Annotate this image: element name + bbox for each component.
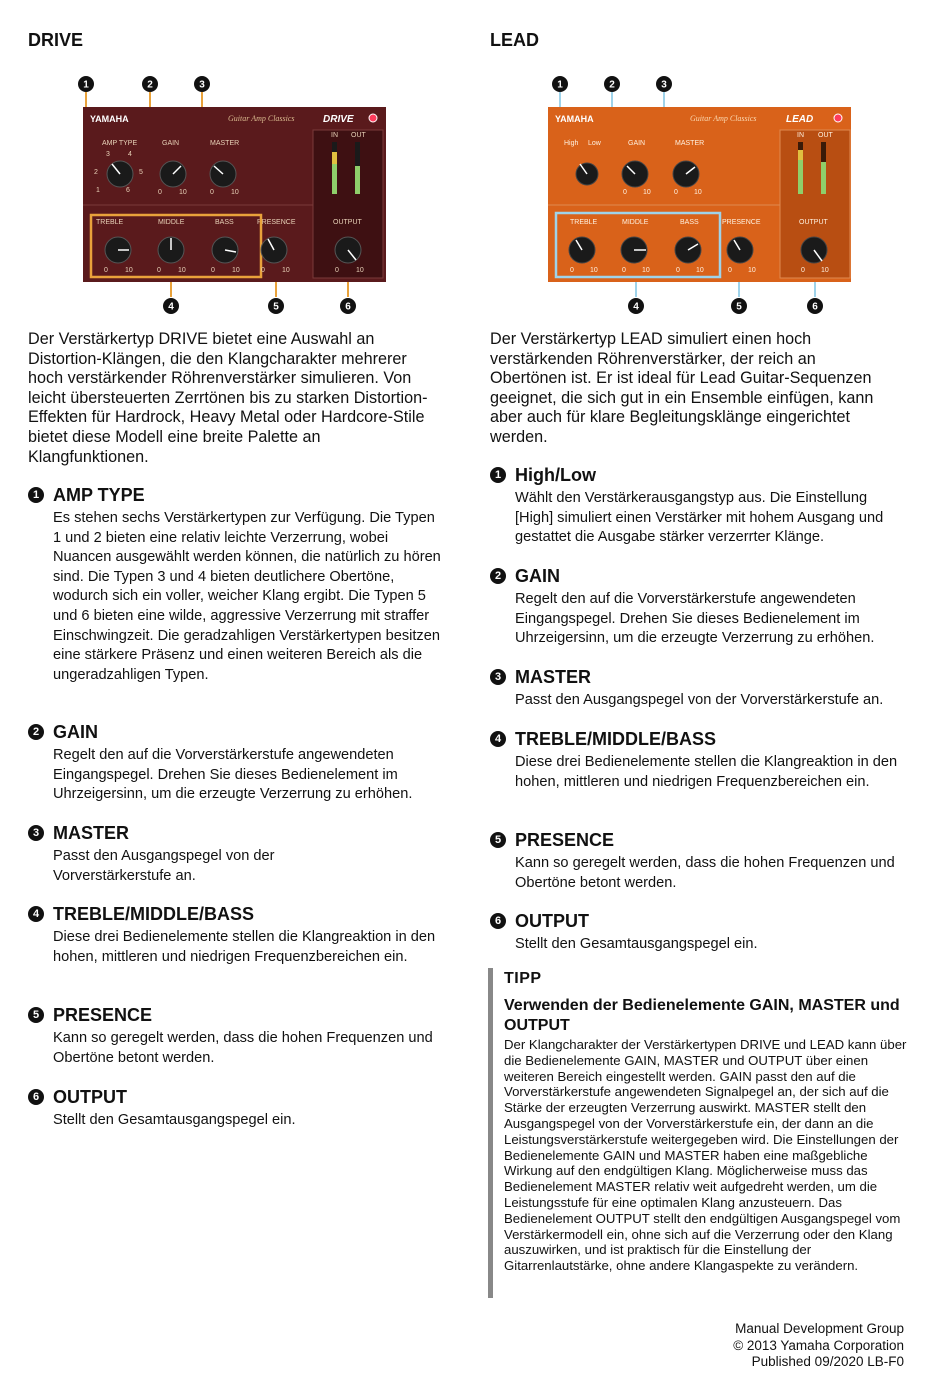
svg-text:3: 3: [661, 79, 667, 91]
item-title: OUTPUT: [53, 1086, 127, 1107]
item-description: Wählt den Verstärkerausgangstyp aus. Die Einstellung [High] simuliert einen Verstärker mit hohem Ausgang und gestattet die Ausgabe stärker verzerrter Klänge.: [515, 490, 884, 546]
svg-text:4: 4: [128, 151, 132, 158]
svg-text:10: 10: [356, 267, 364, 274]
number-1-icon: 1: [28, 487, 44, 503]
footer: [733, 1321, 904, 1371]
svg-text:2: 2: [94, 169, 98, 176]
item-title: GAIN: [515, 565, 560, 586]
number-2-icon: 2: [28, 724, 44, 740]
svg-text:10: 10: [178, 267, 186, 274]
drive-panel-figure: [28, 72, 393, 322]
svg-text:0: 0: [157, 267, 161, 274]
svg-text:10: 10: [821, 267, 829, 274]
svg-text:GAIN: GAIN: [162, 140, 180, 147]
svg-text:10: 10: [125, 267, 133, 274]
drive-section-title: DRIVE: [28, 30, 84, 50]
lead-brand-text: YAMAHA: [555, 114, 594, 124]
svg-text:OUTPUT: OUTPUT: [799, 219, 828, 226]
number-2-icon: 2: [490, 568, 506, 584]
item-description: Regelt den auf die Vorverstärkerstufe angewendeten Eingangspegel. Drehen Sie dieses Bedienelement im Uhrzeigersinn, um die erzeugte Verzerrung zu erhöhen.: [53, 747, 413, 803]
number-4-icon: 4: [28, 906, 44, 922]
lead-item-master: [490, 666, 905, 711]
svg-text:10: 10: [232, 267, 240, 274]
item-description: Stellt den Gesamtausgangspegel ein.: [53, 1112, 296, 1128]
item-description: Es stehen sechs Verstärkertypen zur Verfügung. Die Typen 1 und 2 bieten eine relativ leichte Verzerrung, wobei Nuancen ausgewählt werden können, die natürlich zu hören sind. Die Typen 3 und 4 bieten deutlichere Obertöne, wodurch sich ein voller, weicher Klang ergibt. Die Typen 5 und 6 bieten eine wilde, aggressive Verzerrung mit straffer Einschwingzeit. Die geradzahligen Verstärkertypen besitzen eine stärkere Präsenz und einen weiteren Bereich als die ungeradzahligen Typen.: [53, 510, 441, 683]
item-title: TREBLE/MIDDLE/BASS: [53, 903, 255, 924]
svg-text:5: 5: [139, 169, 143, 176]
item-description: Regelt den auf die Vorverstärkerstufe angewendeten Eingangspegel. Drehen Sie dieses Bedienelement im Uhrzeigersinn, um die erzeugte Verzerrung zu erhöhen.: [515, 591, 875, 647]
number-6-icon: 6: [28, 1089, 44, 1105]
number-1-icon: 1: [490, 467, 506, 483]
lead-intro-paragraph: Der Verstärkertyp LEAD simuliert einen hoch verstärkenden Röhrenverstärker, der reich an Obertönen ist. Er ist ideal für Lead Guitar-Sequenzen geeignet, die sich gut in ein Ensemble einfügen, kann aber auch für klare Begleitungsklänge eingerichtet werden.: [490, 330, 874, 446]
svg-text:IN: IN: [331, 132, 338, 139]
lead-item-high-low: [490, 464, 905, 548]
item-description: Passt den Ausgangspegel von der Vorverstärkerstufe an.: [53, 848, 275, 884]
svg-text:BASS: BASS: [680, 219, 699, 226]
drive-series-text: Guitar Amp Classics: [228, 114, 295, 123]
drive-item-presence: [28, 1004, 443, 1068]
svg-text:10: 10: [590, 267, 598, 274]
svg-text:3: 3: [199, 79, 205, 91]
lead-item-output: [490, 910, 905, 955]
svg-text:0: 0: [728, 267, 732, 274]
svg-text:TREBLE: TREBLE: [570, 219, 598, 226]
lead-item-presence: [490, 829, 905, 893]
lead-model-text: LEAD: [786, 114, 814, 125]
drive-item-master: [28, 822, 443, 886]
svg-text:0: 0: [210, 189, 214, 196]
svg-text:5: 5: [736, 301, 742, 313]
footer-line-2: © 2013 Yamaha Corporation: [733, 1337, 904, 1353]
svg-text:1: 1: [96, 187, 100, 194]
item-title: GAIN: [53, 721, 98, 742]
lead-item-eq: [490, 728, 905, 792]
number-3-icon: 3: [28, 825, 44, 841]
svg-text:3: 3: [106, 151, 110, 158]
lead-section-title: LEAD: [490, 30, 539, 50]
number-5-icon: 5: [490, 832, 506, 848]
drive-model-text: DRIVE: [323, 114, 354, 125]
drive-amp-panel-image: [28, 72, 393, 317]
svg-text:BASS: BASS: [215, 219, 234, 226]
drive-item-gain: [28, 721, 443, 805]
lead-item-gain: [490, 565, 905, 649]
svg-text:10: 10: [643, 189, 651, 196]
tip-text: Der Klangcharakter der Verstärkertypen DRIVE und LEAD kann über die Bedienelemente GAIN, MASTER und OUTPUT über einen weiteren Bereich eingestellt werden. GAIN passt den auf die Vorverstärkerstufe angewendeten Signalpegel an, der sich auf die Stärke der erzeugten Verzerrung auswirkt. MASTER stellt den Ausgangspegel von der Vorverstärkerstufe ein, der dann an die Leistungsverstärkerstufe weitergegeben wird. Die Einstellungen der Bedienelemente GAIN und MASTER haben eine maßgebliche Wirkung auf den endgültigen Klang. Möglicherweise muss das Bedienelement MASTER relativ weit aufgedreht werden, um die Leistungsstufe für eine optimalen Klang anzusteuern. Das Bedienelement OUTPUT stellt den endgültigen Ausgangspegel vom Verstärkermodell ein, ohne sich auf die Verzerrung oder den Klang auszuwirken, und ist praktisch für die Einstellung der Gitarrenlautstärke, ohne andere Klangaspekte zu verändern.: [504, 1037, 907, 1274]
item-title: MASTER: [515, 666, 591, 687]
svg-text:0: 0: [211, 267, 215, 274]
svg-text:TREBLE: TREBLE: [96, 219, 124, 226]
svg-text:2: 2: [609, 79, 615, 91]
item-description: Diese drei Bedienelemente stellen die Klangreaktion in den hohen, mittleren und niedrigen Frequenzbereichen ein.: [53, 929, 436, 965]
tip-label: TIPP: [504, 970, 542, 987]
lead-panel-figure: [490, 72, 860, 322]
item-title: MASTER: [53, 822, 129, 843]
svg-text:MIDDLE: MIDDLE: [622, 219, 649, 226]
drive-led-icon: [369, 114, 377, 122]
svg-text:0: 0: [622, 267, 626, 274]
drive-item-amp-type: [28, 484, 443, 685]
number-3-icon: 3: [490, 669, 506, 685]
drive-intro-paragraph: Der Verstärkertyp DRIVE bietet eine Auswahl an Distortion-Klängen, die den Klangcharakter mehrerer hoch verstärkender Röhrenverstärker simulieren. Von leicht übersteuerten Zerrtönen bis zu starken Distortion-Effekten für Hardrock, Heavy Metal oder Hardcore-Stile bietet diese Modell eine breite Palette an Klangfunktionen.: [28, 330, 428, 466]
svg-text:AMP TYPE: AMP TYPE: [102, 140, 138, 147]
lead-led-icon: [834, 114, 842, 122]
svg-text:High: High: [564, 140, 579, 147]
lead-series-text: Guitar Amp Classics: [690, 114, 757, 123]
svg-text:10: 10: [179, 189, 187, 196]
svg-text:OUT: OUT: [351, 132, 366, 139]
svg-text:Low: Low: [588, 140, 601, 147]
svg-text:6: 6: [812, 301, 818, 313]
svg-text:OUT: OUT: [818, 132, 833, 139]
drive-brand-text: YAMAHA: [90, 114, 129, 124]
svg-text:PRESENCE: PRESENCE: [722, 219, 761, 226]
svg-text:5: 5: [273, 301, 279, 313]
svg-text:0: 0: [676, 267, 680, 274]
item-title: PRESENCE: [53, 1004, 153, 1025]
item-title: AMP TYPE: [53, 484, 145, 505]
number-5-icon: 5: [28, 1007, 44, 1023]
svg-text:4: 4: [633, 301, 639, 313]
svg-text:0: 0: [261, 267, 265, 274]
svg-text:10: 10: [282, 267, 290, 274]
svg-text:10: 10: [231, 189, 239, 196]
svg-text:0: 0: [570, 267, 574, 274]
svg-text:0: 0: [335, 267, 339, 274]
svg-text:0: 0: [674, 189, 678, 196]
svg-text:GAIN: GAIN: [628, 140, 646, 147]
svg-text:1: 1: [557, 79, 563, 91]
svg-text:1: 1: [83, 79, 89, 91]
svg-text:IN: IN: [797, 132, 804, 139]
svg-text:0: 0: [623, 189, 627, 196]
svg-text:MASTER: MASTER: [675, 140, 705, 147]
svg-text:0: 0: [801, 267, 805, 274]
item-description: Stellt den Gesamtausgangspegel ein.: [515, 936, 758, 952]
svg-text:10: 10: [748, 267, 756, 274]
item-description: Passt den Ausgangspegel von der Vorverstärkerstufe an.: [515, 692, 884, 708]
number-6-icon: 6: [490, 913, 506, 929]
tip-box: [488, 968, 919, 1298]
tip-title: Verwenden der Bedienelemente GAIN, MASTER und OUTPUT: [504, 997, 900, 1034]
svg-text:0: 0: [158, 189, 162, 196]
item-description: Diese drei Bedienelemente stellen die Klangreaktion in den hohen, mittleren und niedrigen Frequenzbereichen ein.: [515, 754, 898, 790]
svg-text:6: 6: [126, 187, 130, 194]
footer-line-3: Published 09/2020 LB-F0: [751, 1354, 904, 1369]
svg-text:10: 10: [696, 267, 704, 274]
svg-text:PRESENCE: PRESENCE: [257, 219, 296, 226]
item-description: Kann so geregelt werden, dass die hohen Frequenzen und Obertöne betont werden.: [515, 855, 895, 891]
svg-text:MIDDLE: MIDDLE: [158, 219, 185, 226]
svg-text:0: 0: [104, 267, 108, 274]
number-4-icon: 4: [490, 731, 506, 747]
svg-text:4: 4: [168, 301, 174, 313]
item-title: PRESENCE: [515, 829, 615, 850]
item-title: OUTPUT: [515, 910, 589, 931]
svg-text:OUTPUT: OUTPUT: [333, 219, 362, 226]
drive-item-eq: [28, 903, 443, 967]
svg-text:2: 2: [147, 79, 153, 91]
svg-text:6: 6: [345, 301, 351, 313]
svg-text:10: 10: [694, 189, 702, 196]
item-title: TREBLE/MIDDLE/BASS: [515, 728, 717, 749]
lead-amp-panel-image: [490, 72, 860, 317]
svg-text:10: 10: [642, 267, 650, 274]
footer-line-1: Manual Development Group: [735, 1321, 904, 1336]
item-description: Kann so geregelt werden, dass die hohen Frequenzen und Obertöne betont werden.: [53, 1030, 433, 1066]
item-title: High/Low: [515, 464, 596, 485]
drive-item-output: [28, 1086, 443, 1131]
svg-text:MASTER: MASTER: [210, 140, 240, 147]
